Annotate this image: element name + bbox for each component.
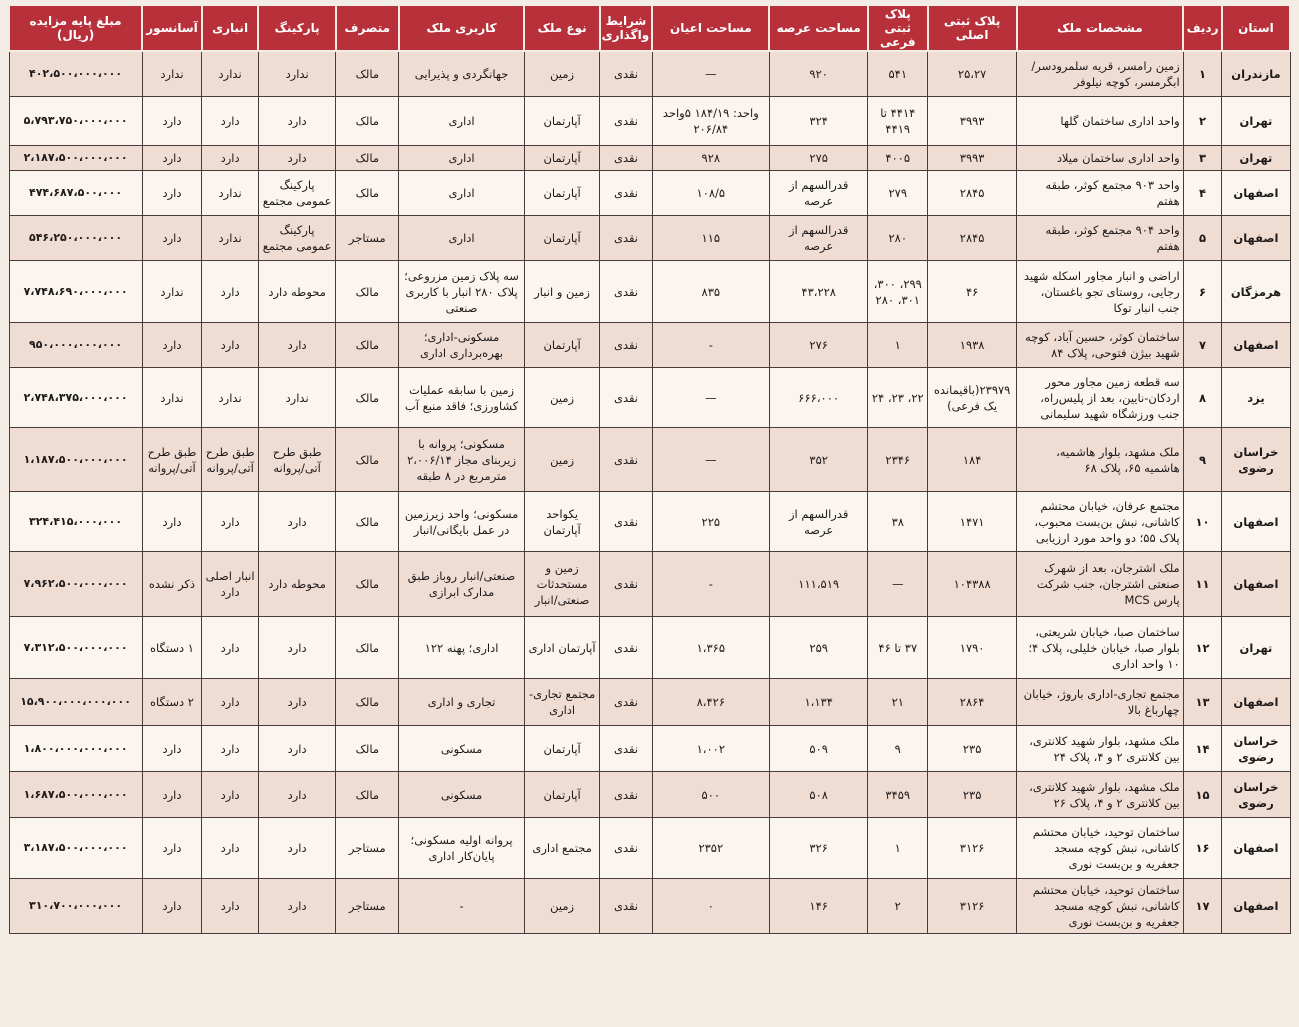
cell-anbari: دارد <box>202 617 259 679</box>
cell-parking: ندارد <box>258 368 336 428</box>
cell-parking: دارد <box>258 492 336 552</box>
cell-asansor: دارد <box>142 492 202 552</box>
cell-mablagh: ۱،۸۰۰،۰۰۰،۰۰۰،۰۰۰ <box>9 726 142 772</box>
cell-noe: آپارتمان <box>524 146 599 171</box>
cell-ostan: تهران <box>1222 146 1290 171</box>
cell-mablagh: ۹۵۰،۰۰۰،۰۰۰،۰۰۰ <box>9 323 142 368</box>
header-masahat-arseh: مساحت عرصه <box>769 5 867 51</box>
cell-moshakhasat: اراضی و انبار مجاور اسکله شهید رجایی، روستای تجو باغستان، جنب انبار توکا <box>1017 261 1184 323</box>
cell-sharayet: نقدی <box>600 492 652 552</box>
header-pelak-farei: پلاک ثبتی فرعی <box>868 5 928 51</box>
cell-pelak-farei: ۲۸۰ <box>868 216 928 261</box>
cell-sharayet: نقدی <box>600 772 652 818</box>
cell-radif: ۷ <box>1183 323 1222 368</box>
cell-asansor: ۲ دستگاه <box>142 679 202 726</box>
cell-karbari: جهانگردی و پذیرایی <box>399 51 525 97</box>
cell-anbari: دارد <box>202 818 259 879</box>
cell-pelak-asli: ۱۸۴ <box>928 428 1017 492</box>
cell-karbari: مسکونی <box>399 726 525 772</box>
cell-ostan: خراسان رضوی <box>1222 726 1290 772</box>
cell-mablagh: ۲،۱۸۷،۵۰۰،۰۰۰،۰۰۰ <box>9 146 142 171</box>
cell-masahat-arseh: ۲۷۵ <box>769 146 867 171</box>
cell-pelak-farei: ۱ <box>868 323 928 368</box>
cell-pelak-farei: ۴۰۰۵ <box>868 146 928 171</box>
cell-ostan: خراسان رضوی <box>1222 772 1290 818</box>
cell-radif: ۵ <box>1183 216 1222 261</box>
cell-sharayet: نقدی <box>600 552 652 617</box>
table-row <box>9 171 1290 216</box>
cell-noe: آپارتمان <box>524 323 599 368</box>
cell-sharayet: نقدی <box>600 879 652 934</box>
table-row <box>9 492 1290 552</box>
cell-asansor: دارد <box>142 772 202 818</box>
cell-asansor: ۱ دستگاه <box>142 617 202 679</box>
cell-radif: ۹ <box>1183 428 1222 492</box>
cell-masahat-arseh: قدرالسهم از عرصه <box>769 216 867 261</box>
cell-mablagh: ۵،۷۹۳،۷۵۰،۰۰۰،۰۰۰ <box>9 97 142 146</box>
cell-mablagh: ۴۷۴،۶۸۷،۵۰۰،۰۰۰ <box>9 171 142 216</box>
cell-pelak-farei: ۳۸ <box>868 492 928 552</box>
cell-motasaref: مالک <box>336 171 399 216</box>
cell-sharayet: نقدی <box>600 261 652 323</box>
cell-pelak-farei: ۴۴۱۴ تا ۴۴۱۹ <box>868 97 928 146</box>
cell-karbari: اداری؛ پهنه ۱۲۲ <box>399 617 525 679</box>
table-row <box>9 97 1290 146</box>
cell-pelak-farei: ۲ <box>868 879 928 934</box>
cell-asansor: دارد <box>142 879 202 934</box>
cell-pelak-asli: ۲۳۵ <box>928 726 1017 772</box>
cell-masahat-ayan: ۱۱۵ <box>652 216 769 261</box>
cell-anbari: دارد <box>202 146 259 171</box>
cell-ostan: اصفهان <box>1222 323 1290 368</box>
cell-masahat-ayan: ۰ <box>652 879 769 934</box>
cell-anbari: دارد <box>202 726 259 772</box>
cell-noe: آپارتمان <box>524 726 599 772</box>
header-anbari: انباری <box>202 5 259 51</box>
cell-masahat-arseh: ۱،۱۳۴ <box>769 679 867 726</box>
table-row <box>9 679 1290 726</box>
cell-ostan: مازندران <box>1222 51 1290 97</box>
table-row <box>9 617 1290 679</box>
cell-pelak-asli: ۲۳۵ <box>928 772 1017 818</box>
cell-karbari: مسکونی؛ پروانه با زیربنای مجاز ۲،۰۰۶/۱۴ مترمربع در ۸ طبقه <box>399 428 525 492</box>
header-pelak-asli: پلاک ثبتی اصلی <box>928 5 1017 51</box>
cell-masahat-arseh: قدرالسهم از عرصه <box>769 492 867 552</box>
cell-karbari: مسکونی-اداری؛ بهره‌برداری اداری <box>399 323 525 368</box>
cell-sharayet: نقدی <box>600 216 652 261</box>
cell-sharayet: نقدی <box>600 818 652 879</box>
cell-noe: زمین و انبار <box>524 261 599 323</box>
cell-asansor: دارد <box>142 726 202 772</box>
cell-pelak-asli: ۲۸۴۵ <box>928 171 1017 216</box>
cell-karbari: مسکونی <box>399 772 525 818</box>
cell-moshakhasat: ساختمان صبا، خیابان شریعتی، بلوار صبا، خیابان خلیلی، پلاک ۴؛ ۱۰ واحد اداری <box>1017 617 1184 679</box>
cell-ostan: خراسان رضوی <box>1222 428 1290 492</box>
cell-moshakhasat: مجتمع تجاری-اداری باروژ، خیابان چهارباغ بالا <box>1017 679 1184 726</box>
cell-radif: ۱ <box>1183 51 1222 97</box>
cell-karbari: تجاری و اداری <box>399 679 525 726</box>
cell-motasaref: مالک <box>336 726 399 772</box>
cell-masahat-arseh: ۹۲۰ <box>769 51 867 97</box>
cell-anbari: دارد <box>202 323 259 368</box>
cell-ostan: اصفهان <box>1222 216 1290 261</box>
cell-moshakhasat: سه قطعه زمین مجاور محور اردکان-نایین، بعد از پلیس‌راه، جنب ورزشگاه شهید سلیمانی <box>1017 368 1184 428</box>
cell-pelak-asli: ۳۹۹۳ <box>928 146 1017 171</box>
cell-asansor: ندارد <box>142 261 202 323</box>
cell-noe: آپارتمان <box>524 216 599 261</box>
cell-motasaref: مالک <box>336 679 399 726</box>
cell-masahat-ayan: ۹۲۸ <box>652 146 769 171</box>
cell-anbari: انبار اصلی دارد <box>202 552 259 617</box>
cell-noe: آپارتمان <box>524 171 599 216</box>
cell-anbari: دارد <box>202 492 259 552</box>
cell-motasaref: مالک <box>336 552 399 617</box>
cell-sharayet: نقدی <box>600 726 652 772</box>
header-parking: پارکینگ <box>258 5 336 51</box>
cell-radif: ۸ <box>1183 368 1222 428</box>
cell-sharayet: نقدی <box>600 428 652 492</box>
cell-karbari: مسکونی؛ واحد زیرزمین در عمل بایگانی/انبار <box>399 492 525 552</box>
cell-karbari: زمین با سابقه عملیات کشاورزی؛ فاقد منبع آب <box>399 368 525 428</box>
cell-masahat-arseh: ۳۲۴ <box>769 97 867 146</box>
cell-sharayet: نقدی <box>600 97 652 146</box>
header-row <box>9 5 1290 51</box>
cell-motasaref: مالک <box>336 772 399 818</box>
cell-radif: ۳ <box>1183 146 1222 171</box>
cell-mablagh: ۳۱۰،۷۰۰،۰۰۰،۰۰۰ <box>9 879 142 934</box>
cell-masahat-ayan: - <box>652 552 769 617</box>
cell-motasaref: مالک <box>336 368 399 428</box>
cell-karbari: پروانه اولیه مسکونی؛ پایان‌کار اداری <box>399 818 525 879</box>
cell-moshakhasat: واحد اداری ساختمان گلها <box>1017 97 1184 146</box>
cell-radif: ۲ <box>1183 97 1222 146</box>
cell-anbari: دارد <box>202 879 259 934</box>
property-auction-table <box>8 4 1291 934</box>
cell-masahat-arseh: ۶۶۶،۰۰۰ <box>769 368 867 428</box>
cell-pelak-asli: ۳۱۲۶ <box>928 818 1017 879</box>
cell-pelak-asli: ۲۸۴۵ <box>928 216 1017 261</box>
cell-sharayet: نقدی <box>600 146 652 171</box>
cell-radif: ۱۰ <box>1183 492 1222 552</box>
cell-pelak-asli: ۴۶ <box>928 261 1017 323</box>
cell-mablagh: ۵۴۶،۲۵۰،۰۰۰،۰۰۰ <box>9 216 142 261</box>
cell-masahat-ayan: ۱۰۸/۵ <box>652 171 769 216</box>
cell-noe: زمین <box>524 51 599 97</box>
cell-pelak-asli: ۲۵،۲۷ <box>928 51 1017 97</box>
table-row <box>9 51 1290 97</box>
cell-sharayet: نقدی <box>600 368 652 428</box>
cell-radif: ۱۴ <box>1183 726 1222 772</box>
cell-motasaref: مالک <box>336 146 399 171</box>
cell-sharayet: نقدی <box>600 679 652 726</box>
cell-pelak-asli: ۳۱۲۶ <box>928 879 1017 934</box>
header-ostan: استان <box>1222 5 1290 51</box>
table-body <box>9 51 1290 934</box>
cell-motasaref: مالک <box>336 492 399 552</box>
cell-ostan: اصفهان <box>1222 492 1290 552</box>
cell-parking: دارد <box>258 879 336 934</box>
cell-anbari: طبق طرح آتی/پروانه <box>202 428 259 492</box>
header-mablagh: مبلغ پایه مزایده (ریال) <box>9 5 142 51</box>
cell-motasaref: مالک <box>336 97 399 146</box>
cell-ostan: اصفهان <box>1222 879 1290 934</box>
cell-masahat-ayan: — <box>652 368 769 428</box>
cell-ostan: تهران <box>1222 97 1290 146</box>
cell-noe: یکواحد آپارتمان <box>524 492 599 552</box>
cell-ostan: اصفهان <box>1222 679 1290 726</box>
cell-moshakhasat: ملک اشترجان، بعد از شهرک صنعتی اشترجان، جنب شرکت پارس MCS <box>1017 552 1184 617</box>
cell-parking: ندارد <box>258 51 336 97</box>
cell-pelak-farei: ۳۷ تا ۴۶ <box>868 617 928 679</box>
cell-noe: آپارتمان <box>524 97 599 146</box>
cell-parking: دارد <box>258 818 336 879</box>
header-sharayet: شرایط واگذاری <box>600 5 652 51</box>
cell-asansor: دارد <box>142 146 202 171</box>
cell-motasaref: مالک <box>336 261 399 323</box>
cell-mablagh: ۲،۷۴۸،۳۷۵،۰۰۰،۰۰۰ <box>9 368 142 428</box>
cell-motasaref: مستاجر <box>336 879 399 934</box>
cell-masahat-ayan: ۸۳۵ <box>652 261 769 323</box>
cell-masahat-arseh: ۳۲۶ <box>769 818 867 879</box>
cell-ostan: هرمزگان <box>1222 261 1290 323</box>
cell-moshakhasat: ملک مشهد، بلوار شهید کلانتری، بین کلانتری ۲ و ۴، پلاک ۲۴ <box>1017 726 1184 772</box>
cell-pelak-asli: ۲۸۶۴ <box>928 679 1017 726</box>
cell-parking: دارد <box>258 617 336 679</box>
cell-moshakhasat: واحد ۹۰۴ مجتمع کوثر، طبقه هفتم <box>1017 216 1184 261</box>
cell-masahat-arseh: ۴۳،۲۲۸ <box>769 261 867 323</box>
cell-motasaref: مالک <box>336 323 399 368</box>
cell-radif: ۱۱ <box>1183 552 1222 617</box>
cell-pelak-asli: ۱۴۷۱ <box>928 492 1017 552</box>
table-row <box>9 216 1290 261</box>
table-row <box>9 772 1290 818</box>
cell-noe: آپارتمان اداری <box>524 617 599 679</box>
cell-asansor: ذکر نشده <box>142 552 202 617</box>
cell-karbari: صنعتی/انبار روباز طبق مدارک ابرازی <box>399 552 525 617</box>
cell-noe: مجتمع اداری <box>524 818 599 879</box>
cell-masahat-ayan: ۸،۴۲۶ <box>652 679 769 726</box>
cell-motasaref: مستاجر <box>336 216 399 261</box>
cell-radif: ۱۲ <box>1183 617 1222 679</box>
cell-pelak-asli: ۳۹۹۳ <box>928 97 1017 146</box>
cell-anbari: ندارد <box>202 171 259 216</box>
cell-mablagh: ۷،۷۴۸،۶۹۰،۰۰۰،۰۰۰ <box>9 261 142 323</box>
cell-moshakhasat: واحد اداری ساختمان میلاد <box>1017 146 1184 171</box>
cell-noe: مجتمع تجاری-اداری <box>524 679 599 726</box>
cell-parking: محوطه دارد <box>258 261 336 323</box>
cell-karbari: سه پلاک زمین مزروعی؛ پلاک ۲۸۰ انبار با کاربری صنعتی <box>399 261 525 323</box>
cell-pelak-farei: ۹ <box>868 726 928 772</box>
cell-masahat-ayan: — <box>652 51 769 97</box>
cell-noe: آپارتمان <box>524 772 599 818</box>
cell-parking: دارد <box>258 772 336 818</box>
cell-asansor: ندارد <box>142 51 202 97</box>
cell-parking: دارد <box>258 726 336 772</box>
header-noe: نوع ملک <box>524 5 599 51</box>
cell-asansor: دارد <box>142 818 202 879</box>
cell-radif: ۶ <box>1183 261 1222 323</box>
cell-pelak-farei: ۲۲، ۲۳، ۲۴ <box>868 368 928 428</box>
cell-parking: دارد <box>258 679 336 726</box>
cell-ostan: اصفهان <box>1222 552 1290 617</box>
cell-pelak-asli: ۱۰۴۳۸۸ <box>928 552 1017 617</box>
cell-pelak-farei: ۲۱ <box>868 679 928 726</box>
cell-motasaref: مالک <box>336 617 399 679</box>
cell-masahat-arseh: قدرالسهم از عرصه <box>769 171 867 216</box>
cell-pelak-farei: ۲۷۹ <box>868 171 928 216</box>
cell-noe: زمین <box>524 428 599 492</box>
header-motasaref: متصرف <box>336 5 399 51</box>
header-asansor: آسانسور <box>142 5 202 51</box>
cell-parking: دارد <box>258 146 336 171</box>
cell-masahat-arseh: ۱۴۶ <box>769 879 867 934</box>
cell-moshakhasat: ساختمان کوثر، حسین آباد، کوچه شهید بیژن فتوحی، پلاک ۸۴ <box>1017 323 1184 368</box>
cell-parking: محوطه دارد <box>258 552 336 617</box>
cell-moshakhasat: ساختمان توحید، خیابان محتشم کاشانی، نبش کوچه مسجد جعفریه و بن‌بست نوری <box>1017 818 1184 879</box>
cell-asansor: ندارد <box>142 368 202 428</box>
cell-mablagh: ۱،۱۸۷،۵۰۰،۰۰۰،۰۰۰ <box>9 428 142 492</box>
cell-motasaref: مستاجر <box>336 818 399 879</box>
cell-parking: پارکینگ عمومی مجتمع <box>258 216 336 261</box>
table-row <box>9 323 1290 368</box>
cell-pelak-farei: ۱ <box>868 818 928 879</box>
cell-ostan: اصفهان <box>1222 818 1290 879</box>
cell-ostan: یزد <box>1222 368 1290 428</box>
cell-masahat-ayan: ۱،۳۶۵ <box>652 617 769 679</box>
cell-masahat-ayan: - <box>652 323 769 368</box>
cell-radif: ۴ <box>1183 171 1222 216</box>
cell-ostan: تهران <box>1222 617 1290 679</box>
cell-pelak-asli: ۱۷۹۰ <box>928 617 1017 679</box>
table-row <box>9 368 1290 428</box>
cell-masahat-arseh: ۲۷۶ <box>769 323 867 368</box>
cell-noe: زمین و مستحدثات صنعتی/انبار <box>524 552 599 617</box>
cell-mablagh: ۷،۹۶۲،۵۰۰،۰۰۰،۰۰۰ <box>9 552 142 617</box>
cell-anbari: دارد <box>202 261 259 323</box>
cell-moshakhasat: واحد ۹۰۳ مجتمع کوثر، طبقه هفتم <box>1017 171 1184 216</box>
cell-radif: ۱۳ <box>1183 679 1222 726</box>
cell-masahat-ayan: واحد: ۱۸۴/۱۹ ۵واحد ۲۰۶/۸۴ <box>652 97 769 146</box>
cell-masahat-ayan: ۱،۰۰۲ <box>652 726 769 772</box>
cell-pelak-farei: ۳۴۵۹ <box>868 772 928 818</box>
cell-mablagh: ۷،۳۱۲،۵۰۰،۰۰۰،۰۰۰ <box>9 617 142 679</box>
cell-mablagh: ۴۰۲،۵۰۰،۰۰۰،۰۰۰ <box>9 51 142 97</box>
cell-moshakhasat: ساختمان توحید، خیابان محتشم کاشانی، نبش کوچه مسجد جعفریه و بن‌بست نوری <box>1017 879 1184 934</box>
cell-pelak-asli: ۱۹۳۸ <box>928 323 1017 368</box>
cell-masahat-ayan: ۲۳۵۲ <box>652 818 769 879</box>
cell-karbari: اداری <box>399 146 525 171</box>
cell-masahat-ayan: — <box>652 428 769 492</box>
cell-anbari: دارد <box>202 97 259 146</box>
cell-masahat-arseh: ۳۵۲ <box>769 428 867 492</box>
cell-noe: زمین <box>524 879 599 934</box>
cell-pelak-farei: ۲۹۹، ۳۰۰، ۳۰۱، ۲۸۰ <box>868 261 928 323</box>
table-row <box>9 726 1290 772</box>
header-radif: ردیف <box>1183 5 1222 51</box>
cell-pelak-farei: ۵۴۱ <box>868 51 928 97</box>
cell-pelak-farei: — <box>868 552 928 617</box>
cell-sharayet: نقدی <box>600 171 652 216</box>
cell-moshakhasat: مجتمع عرفان، خیابان محتشم کاشانی، نبش بن‌بست محبوب، پلاک ۵۵؛ دو واحد مورد ارزیابی <box>1017 492 1184 552</box>
cell-asansor: طبق طرح آتی/پروانه <box>142 428 202 492</box>
table-row <box>9 879 1290 934</box>
cell-karbari: اداری <box>399 216 525 261</box>
cell-mablagh: ۳۲۴،۴۱۵،۰۰۰،۰۰۰ <box>9 492 142 552</box>
cell-mablagh: ۱،۶۸۷،۵۰۰،۰۰۰،۰۰۰ <box>9 772 142 818</box>
cell-noe: زمین <box>524 368 599 428</box>
cell-pelak-farei: ۲۳۴۶ <box>868 428 928 492</box>
cell-karbari: اداری <box>399 171 525 216</box>
cell-moshakhasat: ملک مشهد، بلوار هاشمیه، هاشمیه ۶۵، پلاک ۶۸ <box>1017 428 1184 492</box>
cell-asansor: دارد <box>142 216 202 261</box>
table-row <box>9 261 1290 323</box>
header-masahat-ayan: مساحت اعیان <box>652 5 769 51</box>
table-row <box>9 552 1290 617</box>
cell-radif: ۱۵ <box>1183 772 1222 818</box>
cell-sharayet: نقدی <box>600 51 652 97</box>
cell-mablagh: ۱۵،۹۰۰،۰۰۰،۰۰۰،۰۰۰ <box>9 679 142 726</box>
cell-masahat-arseh: ۲۵۹ <box>769 617 867 679</box>
cell-karbari: اداری <box>399 97 525 146</box>
cell-sharayet: نقدی <box>600 617 652 679</box>
cell-masahat-arseh: ۵۰۹ <box>769 726 867 772</box>
cell-moshakhasat: زمین رامسر، قریه سلمرودسر/ ابگرمسر، کوچه نیلوفر <box>1017 51 1184 97</box>
cell-motasaref: مالک <box>336 428 399 492</box>
cell-anbari: دارد <box>202 772 259 818</box>
cell-parking: دارد <box>258 323 336 368</box>
header-moshakhasat: مشخصات ملک <box>1017 5 1184 51</box>
cell-ostan: اصفهان <box>1222 171 1290 216</box>
cell-anbari: دارد <box>202 679 259 726</box>
cell-anbari: ندارد <box>202 51 259 97</box>
cell-asansor: دارد <box>142 97 202 146</box>
table-row <box>9 428 1290 492</box>
cell-anbari: ندارد <box>202 368 259 428</box>
cell-asansor: دارد <box>142 323 202 368</box>
cell-mablagh: ۳،۱۸۷،۵۰۰،۰۰۰،۰۰۰ <box>9 818 142 879</box>
cell-parking: طبق طرح آتی/پروانه <box>258 428 336 492</box>
cell-masahat-arseh: ۱۱۱،۵۱۹ <box>769 552 867 617</box>
cell-pelak-asli: ۲۳۹۷۹(باقیمانده یک فرعی) <box>928 368 1017 428</box>
cell-radif: ۱۷ <box>1183 879 1222 934</box>
cell-asansor: دارد <box>142 171 202 216</box>
cell-masahat-ayan: ۲۲۵ <box>652 492 769 552</box>
cell-anbari: ندارد <box>202 216 259 261</box>
cell-masahat-arseh: ۵۰۸ <box>769 772 867 818</box>
table-row <box>9 146 1290 171</box>
header-karbari: کاربری ملک <box>399 5 525 51</box>
cell-masahat-ayan: ۵۰۰ <box>652 772 769 818</box>
cell-parking: پارکینگ عمومی مجتمع <box>258 171 336 216</box>
cell-sharayet: نقدی <box>600 323 652 368</box>
cell-motasaref: مالک <box>336 51 399 97</box>
cell-radif: ۱۶ <box>1183 818 1222 879</box>
cell-parking: دارد <box>258 97 336 146</box>
cell-moshakhasat: ملک مشهد، بلوار شهید کلانتری، بین کلانتری ۲ و ۴، پلاک ۲۶ <box>1017 772 1184 818</box>
table-row <box>9 818 1290 879</box>
cell-karbari: - <box>399 879 525 934</box>
